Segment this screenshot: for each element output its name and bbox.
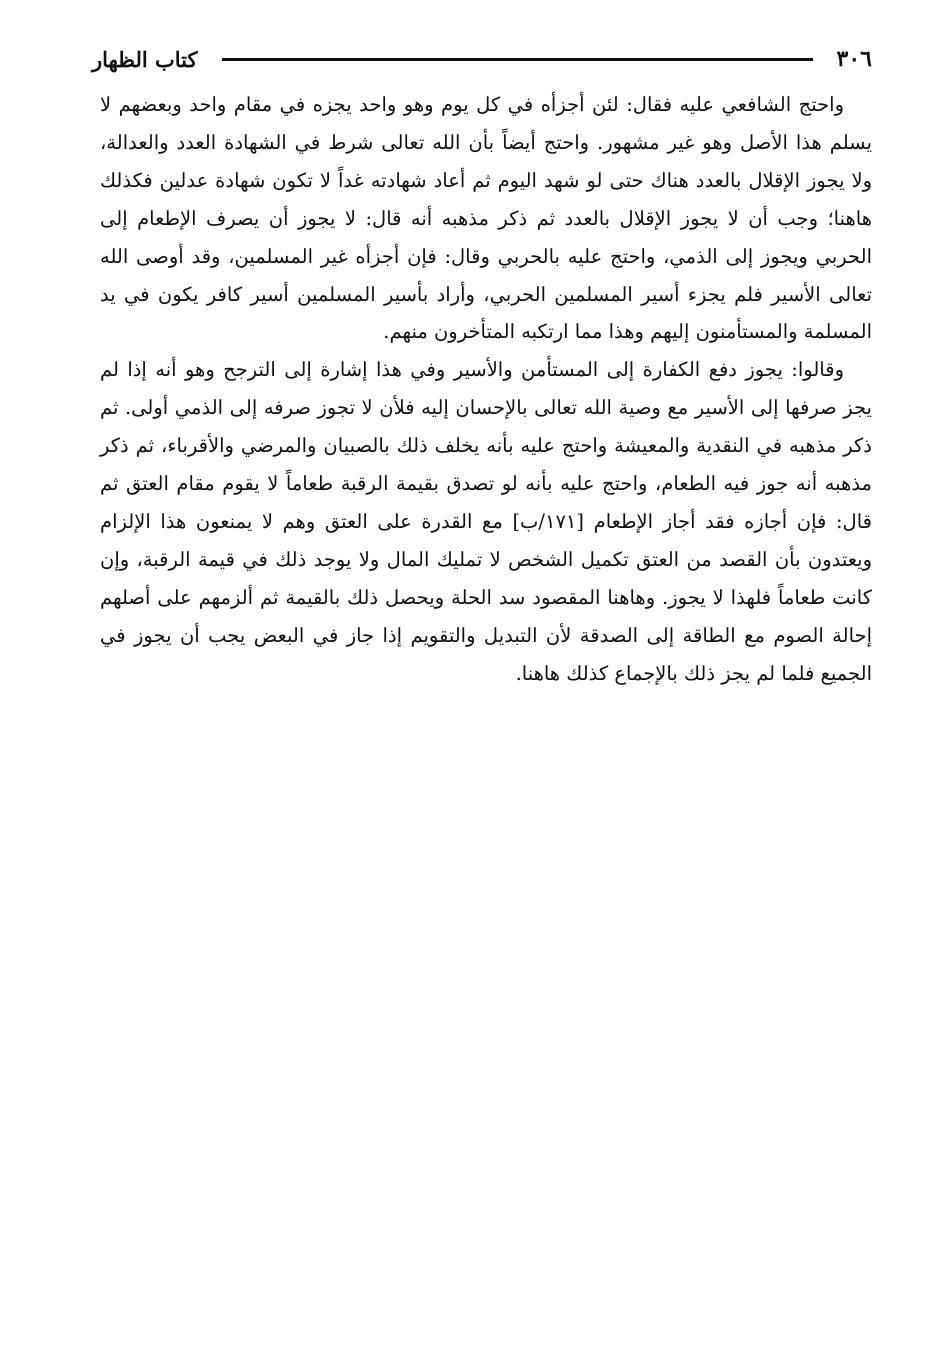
- paragraph-1: واحتج الشافعي عليه فقال: لئن أجزأه في كل يوم وهو واحد يجزه في مقام واحد وبعضهم لا يسلم هذا الأصل وهو غير مشهور. واحتج أيضاً بأن الله تعالى شرط في الشهادة العدد والعدالة، ولا يجوز الإقلال بالعدد هناك حتى لو شهد اليوم ثم أعاد شهادته غداً لا تكون شهادة عدلين فكذلك هاهنا؛ وجب أن لا يجوز الإقلال بالعدد ثم ذكر مذهبه أنه قال: لا يجوز أن يصرف الإطعام إلى الحربي ويجوز إلى الذمي، واحتج عليه بالحربي وقال: فإن أجزأه غير المسلمين، وقد أوصى الله تعالى الأسير فلم يجزء أسير المسلمين الحربي، وأراد بأسير المسلمين أسير كافر يكون في يد المسلمة والمستأمنون إليهم وهذا مما ارتكبه المتأخرون منهم.: [100, 93, 872, 344]
- page-number: ٣٠٦: [836, 46, 872, 72]
- paragraph-2: وقالوا: يجوز دفع الكفارة إلى المستأمن والأسير وفي هذا إشارة إلى الترجح وهو أنه إذا لم يجز صرفها إلى الأسير مع وصية الله تعالى بالإحسان إليه فلأن لا تجوز صرفه إلى الذمي أولى. ثم ذكر مذهبه في النقدية والمعيشة واحتج عليه بأنه يخلف ذلك بالصبيان والمرضي والأقرباء، ثم ذكر مذهبه أنه جوز فيه الطعام، واحتج عليه بأنه لو تصدق بقيمة الرقبة طعاماً لا يقوم مقام العتق ثم قال: فإن أجازه فقد أجاز الإطعام [١٧١/ب] مع القدرة على العتق وهم لا يمنعون هذا الإلزام ويعتدون بأن القصد من العتق تكميل الشخص لا تمليك المال ولا يوجد ذلك في قيمة الرقبة، وإن كانت طعاماً فلهذا لا يجوز. وهاهنا المقصود سد الحلة ويحصل ذلك بالقيمة ثم ألزمهم على أصلهم إحالة الصوم مع الطاقة إلى الصدقة لأن التبديل والتقويم إذا جاز في البعض يجب أن يجوز في الجميع فلما لم يجز ذلك بالإجماع كذلك هاهنا.: [100, 358, 872, 685]
- header-rule: [222, 58, 813, 61]
- body-text: [100, 86, 872, 693]
- book-title: كتاب الظهار: [92, 46, 198, 72]
- page-header: [92, 38, 872, 80]
